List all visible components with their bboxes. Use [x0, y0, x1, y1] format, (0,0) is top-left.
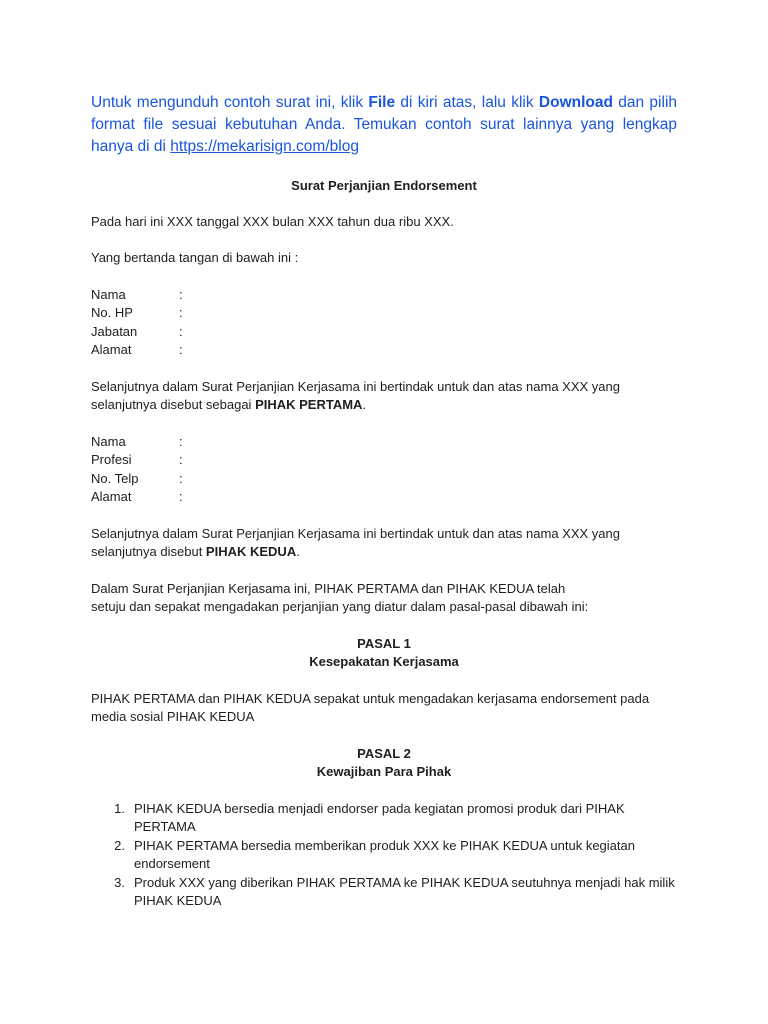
field-row	[91, 488, 677, 507]
pasal1-body: PIHAK PERTAMA dan PIHAK KEDUA sepakat untuk mengadakan kerjasama endorsement pada media sosial PIHAK KEDUA	[91, 690, 650, 724]
list-number: 2.	[114, 837, 125, 853]
statement-text: Selanjutnya dalam Surat Perjanjian Kerjasama ini bertindak untuk dan atas nama XXX yang selanjutnya disebut	[91, 525, 620, 559]
agreement-line: setuju dan sepakat mengadakan perjanjian yang diatur dalam pasal-pasal dibawah ini:	[91, 599, 589, 614]
signers-intro: Yang bertanda tangan di bawah ini :	[91, 250, 299, 265]
download-instructions	[91, 92, 677, 158]
field-colon: :	[179, 323, 183, 339]
agreement-line: Dalam Surat Perjanjian Kerjasama ini, PIHAK PERTAMA dan PIHAK KEDUA telah	[91, 580, 566, 596]
field-row	[91, 433, 677, 452]
pasal2-subheading: Kewajiban Para Pihak	[316, 764, 452, 779]
field-colon: :	[179, 305, 183, 320]
list-number: 3.	[114, 874, 125, 890]
statement-text: Selanjutnya dalam Surat Perjanjian Kerjasama ini bertindak untuk dan atas nama XXX yang selanjutnya disebut sebagai	[91, 378, 620, 412]
statement-end: .	[296, 544, 300, 559]
obligations-list	[91, 800, 677, 911]
blog-link[interactable]: https://mekarisign.com/blog	[170, 138, 359, 155]
list-number: 1.	[114, 800, 125, 816]
field-colon: :	[179, 452, 183, 467]
statement-end: .	[362, 397, 367, 412]
pasal1-heading: PASAL 1	[357, 635, 411, 651]
field-label: Nama	[91, 286, 126, 302]
list-item	[91, 800, 677, 837]
field-label: No. HP	[91, 305, 133, 320]
intro-text: di kiri atas, lalu klik	[395, 94, 539, 111]
list-text: Produk XXX yang diberikan PIHAK PERTAMA ke PIHAK KEDUA seutuhnya menjadi hak milik PIHAK KEDUA	[134, 874, 675, 908]
field-label: Profesi	[91, 452, 132, 467]
pasal2-heading: PASAL 2	[357, 745, 411, 761]
field-label: Jabatan	[91, 323, 138, 339]
download-keyword: Download	[538, 94, 613, 111]
field-row	[91, 286, 677, 305]
list-text: PIHAK PERTAMA bersedia memberikan produk XXX ke PIHAK KEDUA untuk kegiatan endorsement	[134, 837, 635, 871]
party2-name: PIHAK KEDUA	[205, 544, 297, 559]
party2-statement	[91, 525, 677, 562]
party1-name: PIHAK PERTAMA	[255, 397, 363, 412]
field-colon: :	[179, 470, 183, 486]
letter-title: Surat Perjanjian Endorsement	[291, 178, 477, 193]
field-row	[91, 470, 677, 489]
list-item	[91, 837, 677, 874]
field-row	[91, 341, 677, 360]
field-label: Alamat	[91, 342, 132, 357]
party1-statement	[91, 378, 677, 415]
pasal1-subheading: Kesepakatan Kerjasama	[309, 654, 459, 669]
field-colon: :	[179, 433, 183, 449]
field-row	[91, 323, 677, 342]
file-keyword: File	[368, 94, 396, 111]
date-line: Pada hari ini XXX tanggal XXX bulan XXX tahun dua ribu XXX.	[91, 213, 454, 229]
field-colon: :	[179, 342, 183, 357]
field-label: Alamat	[91, 489, 132, 504]
field-colon: :	[179, 286, 183, 302]
field-colon: :	[179, 489, 183, 504]
party2-fields	[91, 433, 677, 507]
field-row	[91, 304, 677, 323]
agreement-statement	[91, 580, 677, 617]
list-text: PIHAK KEDUA bersedia menjadi endorser pada kegiatan promosi produk dari PIHAK PERTAMA	[134, 800, 625, 834]
intro-text: Untuk mengunduh contoh surat ini, klik	[91, 94, 369, 111]
field-label: No. Telp	[91, 470, 139, 486]
intro-text: dan pilih format file sesuai kebutuhan Anda. Temukan contoh surat lainnya yang lengkap hanya di di	[91, 94, 678, 155]
field-row	[91, 451, 677, 470]
field-label: Nama	[91, 433, 126, 449]
letter-body	[91, 177, 677, 911]
party1-fields	[91, 286, 677, 360]
list-item	[91, 874, 677, 911]
